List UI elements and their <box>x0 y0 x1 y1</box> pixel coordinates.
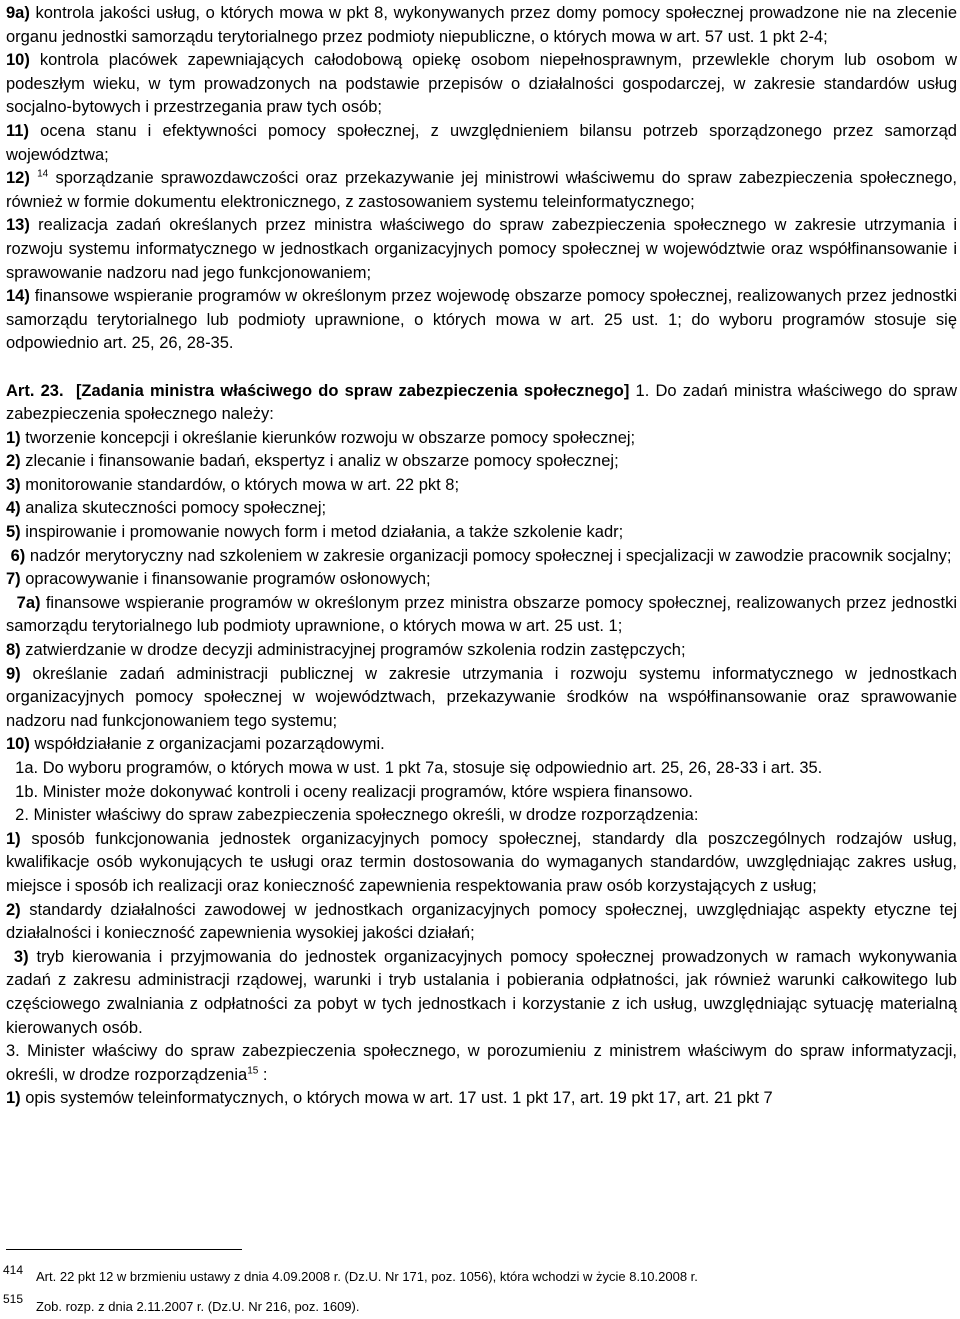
item-text: kontrola jakości usług, o których mowa w pkt 8, wykonywanych przez domy pomocy społecznej prowadzone nie na zlecenie organu jednostki samorządu terytorialnego przez podmioty niepubliczne, o których mowa w art. 57 ust. 1 pkt 2-4; <box>6 4 957 46</box>
item-number: 9a) <box>6 4 30 22</box>
item-text: nadzór merytoryczny nad szkoleniem w zakresie organizacji pomocy społecznej i specjalizacji w zawodzie pracownik socjalny; <box>25 546 952 565</box>
item-text: finansowe wspieranie programów w określonym przez ministra obszarze pomocy społecznej, realizowanych przez jednostki samorządu terytorialnego lub podmioty uprawnione, o których mowa w art. 25 ust. 1; <box>6 593 957 636</box>
item-number: 8) <box>6 641 21 660</box>
item-number: 3) <box>13 947 29 966</box>
item-text: analiza skuteczności pomocy społecznej; <box>20 499 327 518</box>
section-text: 1a. Do wyboru programów, o których mowa w ust. 1 pkt 7a, stosuje się odpowiednio art. 25, 26, 28-33 i art. 35. <box>15 759 823 777</box>
item-text: sporządzanie sprawozdawczości oraz przekazywanie jej ministrowi właściwemu do spraw zabezpieczenia społecznego, również w formie dokumentu elektronicznego, z zastosowaniem systemu teleinformatycznego; <box>6 169 957 211</box>
article-heading <box>6 380 957 427</box>
list-item <box>6 49 957 120</box>
spacer <box>6 356 957 380</box>
item-number: 7a) <box>16 593 41 612</box>
list-item <box>6 545 957 569</box>
section-tail: : <box>258 1065 268 1084</box>
list-item <box>6 828 957 899</box>
item-text: sposób funkcjonowania jednostek organizacyjnych pomocy społecznej, standardy dla poszczególnych rodzajów usług, kwalifikacje osób wykonujących te usługi oraz termin dostosowania do wymaganych standardów, uwzględniając zakres usług, miejsce i sposób ich realizacji oraz konieczność zapewnienia respektowania praw osób korzystających z usług; <box>6 829 957 895</box>
list-item <box>6 592 957 639</box>
footnote-text: Art. 22 pkt 12 w brzmieniu ustawy z dnia 4.09.2008 r. (Dz.U. Nr 171, poz. 1056), która wchodzi w życie 8.10.2008 r. <box>36 1269 698 1284</box>
item-text: ocena stanu i efektywności pomocy społecznej, z uwzględnieniem bilansu potrzeb sporządzonego przez samorząd województwa; <box>6 121 957 164</box>
item-number: 11) <box>6 121 29 140</box>
item-text: monitorowanie standardów, o których mowa w art. 22 pkt 8; <box>20 475 460 494</box>
section-paragraph <box>6 757 957 781</box>
item-number: 7) <box>6 570 21 589</box>
item-number: 13) <box>6 216 30 235</box>
item-number: 1) <box>6 428 21 447</box>
list-item <box>6 427 957 451</box>
list-item <box>6 899 957 946</box>
footnote-ref: 15 <box>247 1065 259 1077</box>
item-number: 1) <box>6 1089 21 1108</box>
item-text: standardy działalności zawodowej w jednostkach organizacyjnych pomocy społecznej, uwzględniając aspekty etyczne tej działalności i konieczność zapewnienia wysokiej jakości działań; <box>6 900 957 943</box>
item-text: określanie zadań administracji publicznej w zakresie utrzymania i rozwoju systemu informatycznego w jednostkach organizacyjnych pomocy społecznej w województwach, przekazywanie środków na współfinansowanie oraz sprawowanie nadzoru nad funkcjonowaniem tego systemu; <box>6 664 957 730</box>
section-paragraph <box>6 781 957 805</box>
list-item <box>6 120 957 167</box>
list-item <box>6 167 957 214</box>
footnote-ref: 14 <box>37 168 49 180</box>
item-number: 10) <box>6 51 30 70</box>
item-number: 3) <box>6 475 21 494</box>
item-text: finansowe wspieranie programów w określonym przez wojewodę obszarze pomocy społecznej, realizowanych przez jednostki samorządu terytorialnego lub podmioty uprawnione, o których mowa w art. 25 ust. 1; do wyboru programów stosuje się odpowiednio art. 25, 26, 28-35. <box>6 287 957 353</box>
item-text: tryb kierowania i przyjmowania do jednostek organizacyjnych pomocy społecznej prowadzonych w ramach wykonywania zadań z zakresu administracji rządowej, warunki i tryb ustalania i pobierania odpłatności, jak również warunki całkowitego lub częściowego zwalniania z odpłatności za pobyt w tych jednostkach i korzystanie z ich usług, uwzględniając sytuację materialną kierowanych osób. <box>6 947 957 1037</box>
item-number: 6) <box>10 546 26 565</box>
list-item <box>6 946 957 1040</box>
item-number: 4) <box>6 499 21 518</box>
list-item <box>6 568 957 592</box>
item-text: zatwierdzanie w drodze decyzji administracyjnej programów szkolenia rodzin zastępczych; <box>20 641 686 660</box>
list-item <box>6 474 957 498</box>
list-item <box>6 663 957 734</box>
item-number: 14) <box>6 287 30 306</box>
section-text: 2. Minister właściwy do spraw zabezpieczenia społecznego określi, w drodze rozporządzenia: <box>15 806 699 825</box>
list-item <box>6 1087 957 1111</box>
list-item <box>6 450 957 474</box>
item-number: 12) <box>6 169 30 188</box>
article-title: [Zadania ministra właściwego do spraw zabezpieczenia społecznego] <box>75 381 630 400</box>
item-text: inspirowanie i promowanie nowych form i metod działania, a także szkolenie kadr; <box>20 523 624 542</box>
item-number: 2) <box>6 452 21 471</box>
footnote-text: Zob. rozp. z dnia 2.11.2007 r. (Dz.U. Nr 216, poz. 1609). <box>36 1299 360 1314</box>
list-item <box>6 497 957 521</box>
document-body <box>6 2 957 1111</box>
item-number: 9) <box>6 664 21 683</box>
list-item <box>6 2 957 49</box>
footnote-mark: 414 <box>3 1263 24 1277</box>
item-text: zlecanie i finansowanie badań, ekspertyz i analiz w obszarze pomocy społecznej; <box>20 452 619 471</box>
item-text: współdziałanie z organizacjami pozarządowymi. <box>29 735 385 754</box>
item-text: tworzenie koncepcji i określanie kierunków rozwoju w obszarze pomocy społecznej; <box>20 428 636 447</box>
item-text: opis systemów teleinformatycznych, o których mowa w art. 17 ust. 1 pkt 17, art. 19 pkt 17, art. 21 pkt 7 <box>20 1089 773 1108</box>
footnote-divider <box>6 1249 242 1250</box>
list-item <box>6 521 957 545</box>
section-paragraph <box>6 1040 957 1087</box>
list-item <box>6 733 957 757</box>
item-text: opracowywanie i finansowanie programów osłonowych; <box>20 570 431 589</box>
section-text: 3. Minister właściwy do spraw zabezpieczenia społecznego, w porozumieniu z ministrem właściwym do spraw informatyzacji, określi, w drodze rozporządzenia <box>6 1042 957 1084</box>
item-text: kontrola placówek zapewniających całodobową opiekę osobom niepełnosprawnym, przewlekle chorym lub osobom w podeszłym wieku, w tym prowadzonych na podstawie przepisów o działalności gospodarczej, w zakresie standardów usług socjalno-bytowych i przestrzegania praw tych osób; <box>6 51 957 117</box>
list-item <box>6 214 957 285</box>
item-text: realizacja zadań określanych przez ministra właściwego do spraw zabezpieczenia społecznego w zakresie utrzymania i rozwoju systemu informatycznego w jednostkach organizacyjnych pomocy społecznej w województwie oraz współfinansowanie i sprawowanie nadzoru nad jego funkcjonowaniem; <box>6 216 957 282</box>
list-item <box>6 285 957 356</box>
item-number: 10) <box>6 735 30 754</box>
footnote-mark: 515 <box>3 1292 24 1306</box>
article-number: Art. 23. <box>6 381 64 400</box>
article-intro: 1. Do zadań ministra właściwego do spraw zabezpieczenia społecznego należy: <box>6 381 957 424</box>
item-number: 5) <box>6 523 21 542</box>
item-number: 1) <box>6 829 21 848</box>
list-item <box>6 639 957 663</box>
section-text: 1b. Minister może dokonywać kontroli i oceny realizacji programów, które wspiera finansowo. <box>15 782 693 801</box>
section-paragraph <box>6 804 957 828</box>
item-number: 2) <box>6 900 21 919</box>
